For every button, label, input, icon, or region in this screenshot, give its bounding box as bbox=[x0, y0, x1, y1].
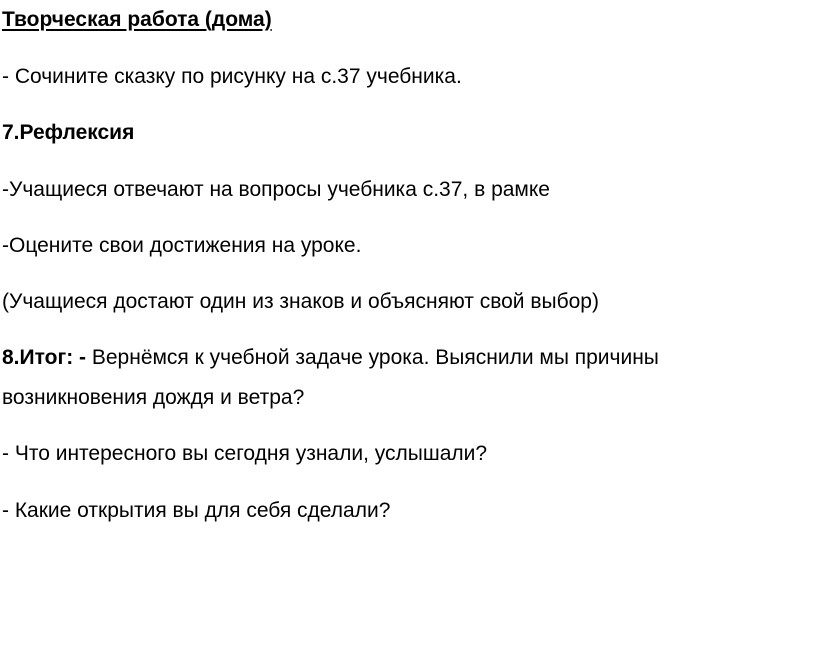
summary-continuation: возникновения дождя и ветра? bbox=[2, 386, 305, 409]
question-1: - Что интересного вы сегодня узнали, услышали? bbox=[2, 442, 488, 465]
reflection-heading: 7.Рефлексия bbox=[2, 121, 135, 144]
question-2: - Какие открытия вы для себя сделали? bbox=[2, 499, 391, 522]
homework-heading: Творческая работа (дома) bbox=[2, 8, 272, 31]
summary-text: Вернёмся к учебной задаче урока. Выяснили мы причины bbox=[86, 346, 659, 369]
reflection-line-1: -Учащиеся отвечают на вопросы учебника с.37, в рамке bbox=[2, 178, 550, 201]
summary-label: 8.Итог: - bbox=[2, 346, 87, 369]
reflection-line-3: (Учащиеся достают один из знаков и объясняют свой выбор) bbox=[2, 290, 599, 313]
summary-line bbox=[2, 344, 659, 372]
reflection-line-2: -Оцените свои достижения на уроке. bbox=[2, 234, 362, 257]
homework-task: - Сочините сказку по рисунку на с.37 учебника. bbox=[2, 65, 462, 88]
